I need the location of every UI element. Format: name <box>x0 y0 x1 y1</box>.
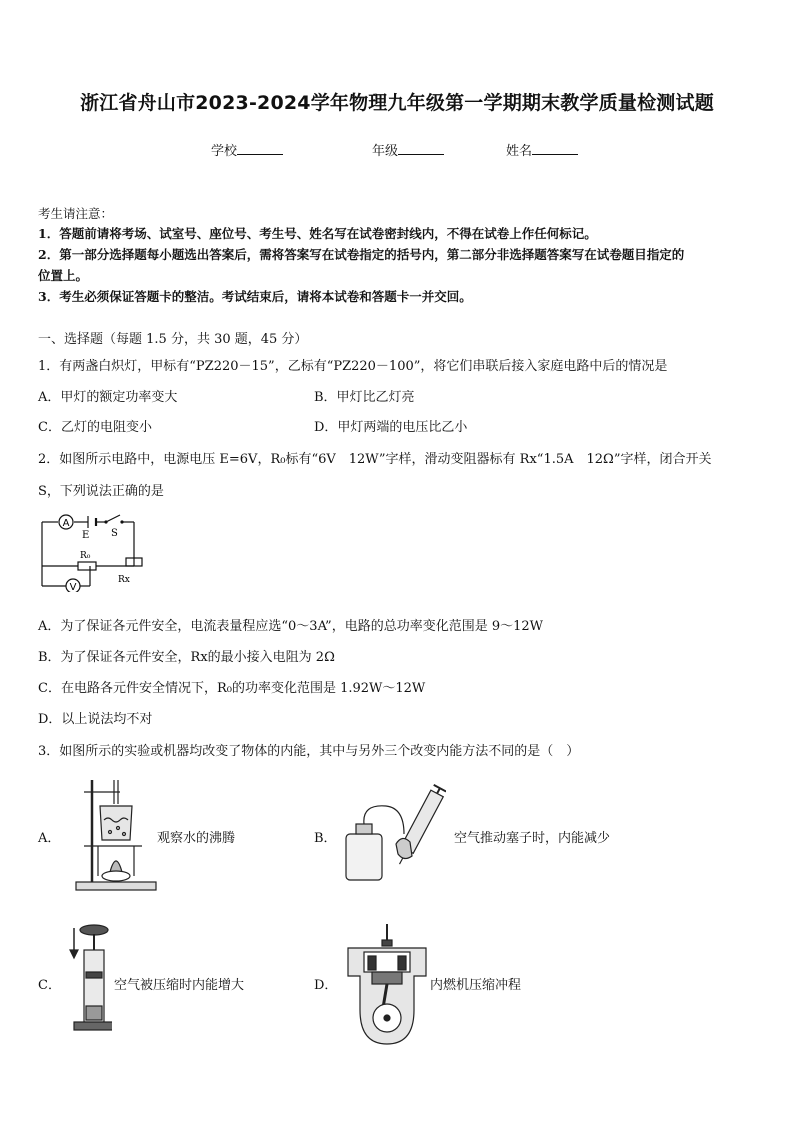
notice-item-1: 1．答题前请将考场、试室号、座位号、考生号、姓名写在试卷密封线内，不得在试卷上作任何标记。 <box>38 226 597 241</box>
label-s: S <box>111 528 118 539</box>
notice-item-2-cont: 位置上。 <box>38 268 89 283</box>
q1-option-b[interactable]: B．甲灯比乙灯亮 <box>314 390 415 405</box>
name-blank[interactable] <box>532 142 578 155</box>
air-pump-bottle-icon <box>342 784 446 888</box>
circuit-diagram <box>38 508 148 592</box>
school-label: 学校 <box>211 144 238 159</box>
q2-option-d[interactable]: D．以上说法均不对 <box>38 712 153 727</box>
label-r0: R₀ <box>80 551 91 561</box>
q2-stem-line1: 2．如图所示电路中，电源电压 E=6V，R₀标有“6V 12W”字样，滑动变阻器标有 Rx“1.5A 12Ω”字样，闭合开关 <box>38 452 712 467</box>
section-heading: 一、选择题（每题 1.5 分，共 30 题，45 分） <box>38 332 308 347</box>
voltmeter-icon <box>66 579 80 592</box>
q3-option-a-letter[interactable]: A． <box>38 831 61 846</box>
ammeter-icon <box>59 515 73 529</box>
q2-stem-line2: S，下列说法正确的是 <box>38 484 164 499</box>
q1-option-d[interactable]: D．甲灯两端的电压比乙小 <box>314 420 468 435</box>
page-title: 浙江省舟山市2023-2024学年物理九年级第一学期期末教学质量检测试题 <box>80 92 714 114</box>
q3-stem: 3．如图所示的实验或机器均改变了物体的内能，其中与另外三个改变内能方法不同的是（ ） <box>38 744 580 759</box>
q2-option-a[interactable]: A．为了保证各元件安全，电流表量程应选“0～3A”，电路的总功率变化范围是 9～12W <box>38 619 544 634</box>
label-e: E <box>82 530 90 541</box>
svg-text:V: V <box>69 582 77 592</box>
q2-option-c[interactable]: C．在电路各元件安全情况下，R₀的功率变化范围是 1.92W～12W <box>38 681 426 696</box>
q1-option-c[interactable]: C．乙灯的电阻变小 <box>38 420 152 435</box>
q3-option-c-letter[interactable]: C． <box>38 978 61 993</box>
grade-label: 年级 <box>372 144 399 159</box>
q3-option-b-caption: 空气推动塞子时，内能减少 <box>454 831 611 846</box>
name-label: 姓名 <box>506 144 533 159</box>
boiling-water-apparatus-icon <box>70 776 158 896</box>
engine-compression-stroke-icon <box>342 922 432 1046</box>
q3-option-c-caption: 空气被压缩时内能增大 <box>114 978 245 993</box>
svg-text:A: A <box>62 518 70 529</box>
q1-option-a[interactable]: A．甲灯的额定功率变大 <box>38 390 178 405</box>
q3-option-a-caption: 观察水的沸腾 <box>157 831 236 846</box>
q3-option-d-caption: 内燃机压缩冲程 <box>430 978 522 993</box>
q1-stem: 1．有两盏白炽灯，甲标有“PZ220－15”，乙标有“PZ220－100”，将它们串联后接入家庭电路中后的情况是 <box>38 359 668 374</box>
grade-field <box>372 140 444 159</box>
school-field <box>211 140 283 159</box>
compression-cylinder-icon <box>66 922 112 1034</box>
notice-item-2: 2．第一部分选择题每小题选出答案后，需将答案写在试卷指定的括号内，第二部分非选择题答案写在试卷题目指定的 <box>38 247 685 262</box>
name-field <box>506 140 578 159</box>
grade-blank[interactable] <box>398 142 444 155</box>
q3-option-d-letter[interactable]: D． <box>314 978 338 993</box>
label-rx: Rx <box>118 575 130 585</box>
q2-option-b[interactable]: B．为了保证各元件安全，Rx的最小接入电阻为 2Ω <box>38 650 335 665</box>
q3-option-b-letter[interactable]: B． <box>314 831 337 846</box>
notice-item-3: 3．考生必须保证答题卡的整洁。考试结束后，请将本试卷和答题卡一并交回。 <box>38 289 472 304</box>
notice-heading: 考生请注意： <box>38 206 114 221</box>
school-blank[interactable] <box>237 142 283 155</box>
